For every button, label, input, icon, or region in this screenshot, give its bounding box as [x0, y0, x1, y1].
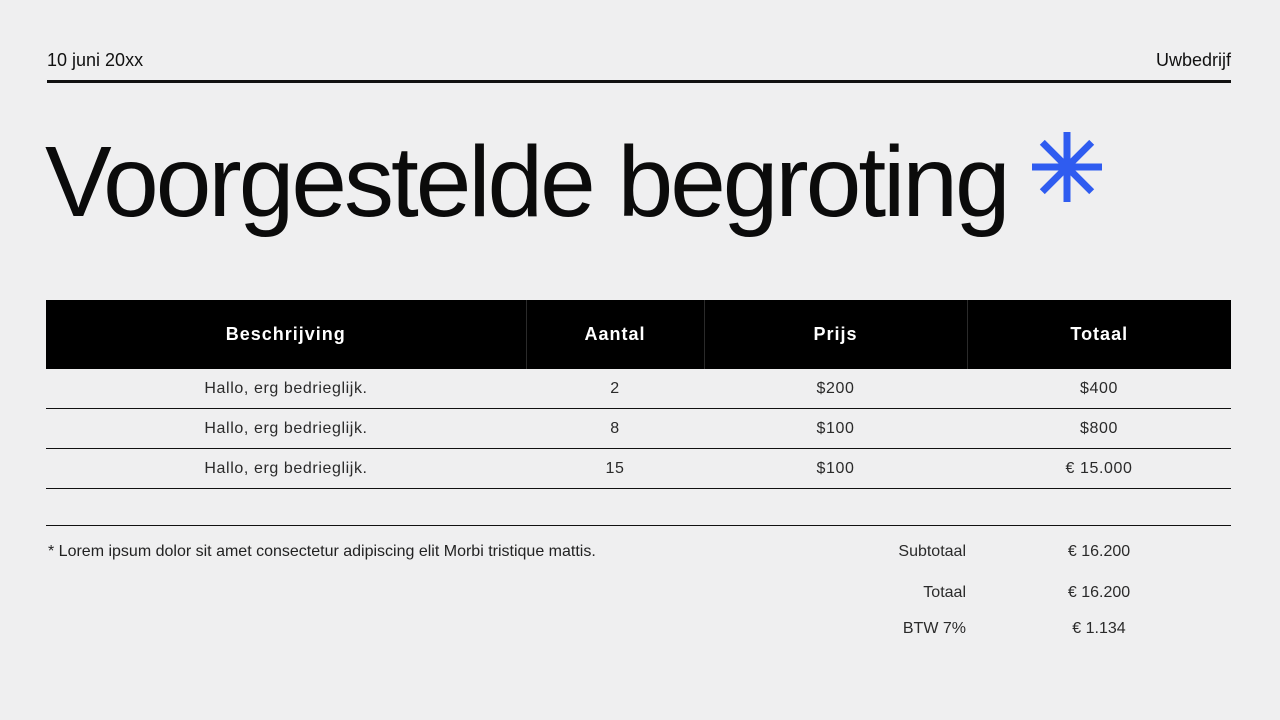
- document-date: 10 juni 20xx: [47, 50, 144, 70]
- table-header-row: [46, 300, 1231, 369]
- subtotal-label: Subtotaal: [898, 543, 966, 560]
- column-header-quantity: Aantal: [526, 300, 704, 369]
- subtotal-value: € 16.200: [1067, 543, 1131, 560]
- cell-quantity: 2: [526, 369, 704, 409]
- cell-description: Hallo, erg bedrieglijk.: [46, 409, 526, 449]
- column-header-description: Beschrijving: [46, 300, 526, 369]
- cell-price: $200: [704, 369, 967, 409]
- vat-value: € 1.134: [1072, 620, 1126, 637]
- cell-total: $400: [967, 369, 1231, 409]
- top-divider: [47, 80, 1231, 83]
- vat-label: BTW 7%: [902, 620, 966, 637]
- cell-quantity: 15: [526, 449, 704, 489]
- cell-price: $100: [704, 449, 967, 489]
- total-value: € 16.200: [1067, 584, 1131, 601]
- asterisk-icon: [1031, 131, 1103, 203]
- cell-description: Hallo, erg bedrieglijk.: [46, 369, 526, 409]
- summary-divider: [46, 525, 1231, 526]
- column-header-total: Totaal: [967, 300, 1231, 369]
- budget-table: [46, 300, 1231, 489]
- cell-total: $800: [967, 409, 1231, 449]
- column-header-price: Prijs: [704, 300, 967, 369]
- table-row: [46, 409, 1231, 449]
- total-label: Totaal: [923, 584, 966, 601]
- top-bar: [47, 48, 1231, 72]
- cell-description: Hallo, erg bedrieglijk.: [46, 449, 526, 489]
- table-row: [46, 369, 1231, 409]
- company-name: Uwbedrijf: [1155, 50, 1231, 70]
- page-title: Voorgestelde begroting: [45, 126, 1008, 238]
- cell-total: € 15.000: [967, 449, 1231, 489]
- cell-quantity: 8: [526, 409, 704, 449]
- cell-price: $100: [704, 409, 967, 449]
- table-row: [46, 449, 1231, 489]
- footnote: * Lorem ipsum dolor sit amet consectetur adipiscing elit Morbi tristique mattis.: [48, 543, 596, 560]
